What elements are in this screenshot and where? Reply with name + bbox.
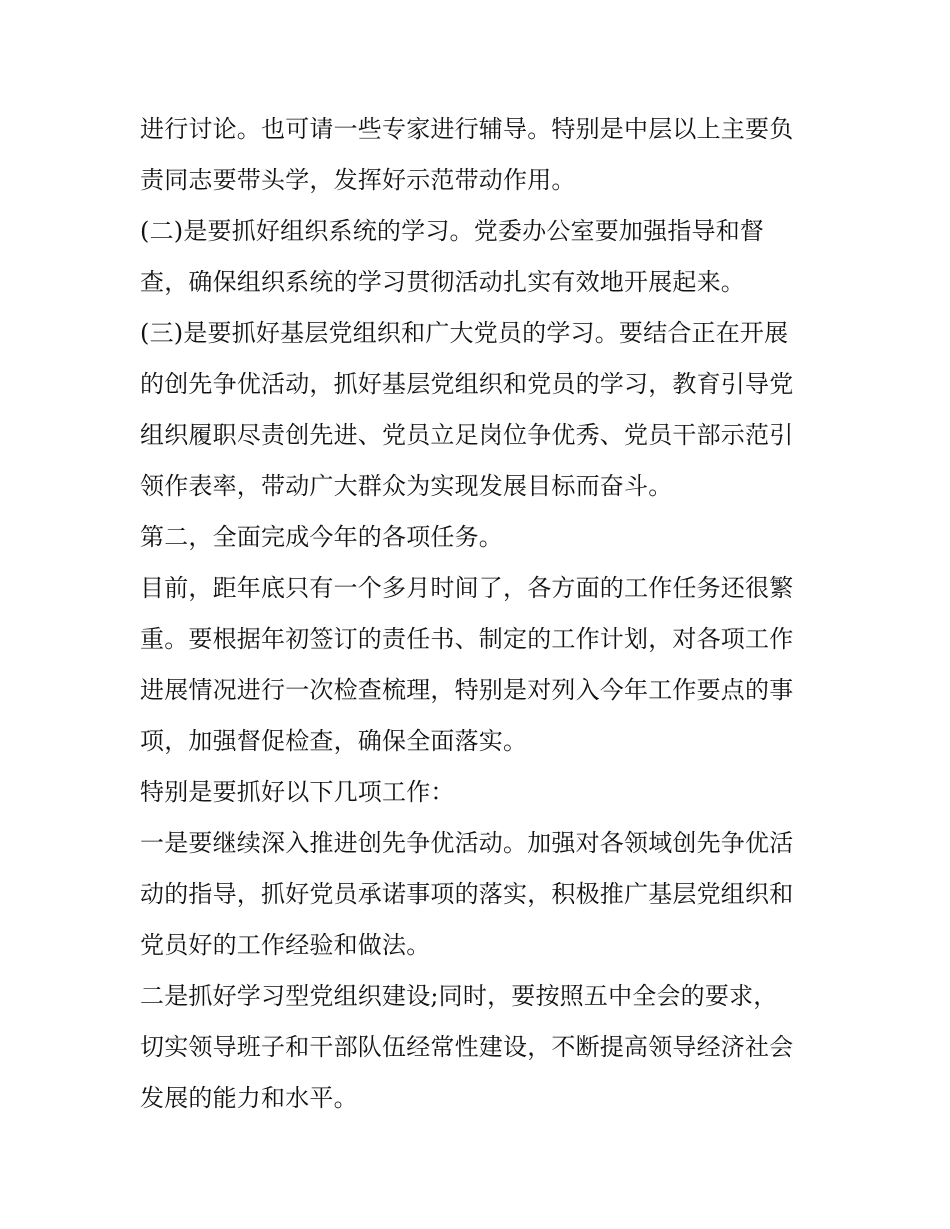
text-line: 项，加强督促检查，确保全面落实。: [140, 727, 528, 755]
text-line: 切实领导班子和干部队伍经常性建设，不断提高领导经济社会: [140, 1033, 794, 1061]
text-line: 一是要继续深入推进创先争优活动。加强对各领域创先争优活: [140, 829, 794, 857]
section-heading: 第二，全面完成今年的各项任务。: [140, 523, 503, 551]
text-line: 查，确保组织系统的学习贯彻活动扎实有效地开展起来。: [140, 268, 745, 296]
text-line: 责同志要带头学，发挥好示范带动作用。: [140, 166, 576, 194]
text-line: 进展情况进行一次检查梳理，特别是对列入今年工作要点的事: [140, 676, 794, 704]
text-line: 特别是要抓好以下几项工作：: [140, 778, 455, 806]
document-body: [140, 104, 820, 1124]
text-line: 党员好的工作经验和做法。: [140, 931, 431, 959]
text-line: 领作表率，带动广大群众为实现发展目标而奋斗。: [140, 472, 673, 500]
text-line: 重。要根据年初签订的责任书、制定的工作计划，对各项工作: [140, 625, 794, 653]
text-line: (三)是要抓好基层党组织和广大党员的学习。要结合正在开展: [140, 319, 789, 347]
text-line: 组织履职尽责创先进、党员立足岗位争优秀、党员干部示范引: [140, 421, 794, 449]
text-line: 发展的能力和水平。: [140, 1084, 358, 1112]
text-line: 进行讨论。也可请一些专家进行辅导。特别是中层以上主要负: [140, 115, 794, 143]
text-line: 目前，距年底只有一个多月时间了，各方面的工作任务还很繁: [140, 574, 794, 602]
text-line: (二)是要抓好组织系统的学习。党委办公室要加强指导和督: [140, 217, 765, 245]
text-line: 二是抓好学习型党组织建设;同时，要按照五中全会的要求，: [140, 982, 778, 1010]
text-line: 的创先争优活动，抓好基层党组织和党员的学习，教育引导党: [140, 370, 794, 398]
text-line: 动的指导，抓好党员承诺事项的落实，积极推广基层党组织和: [140, 880, 794, 908]
